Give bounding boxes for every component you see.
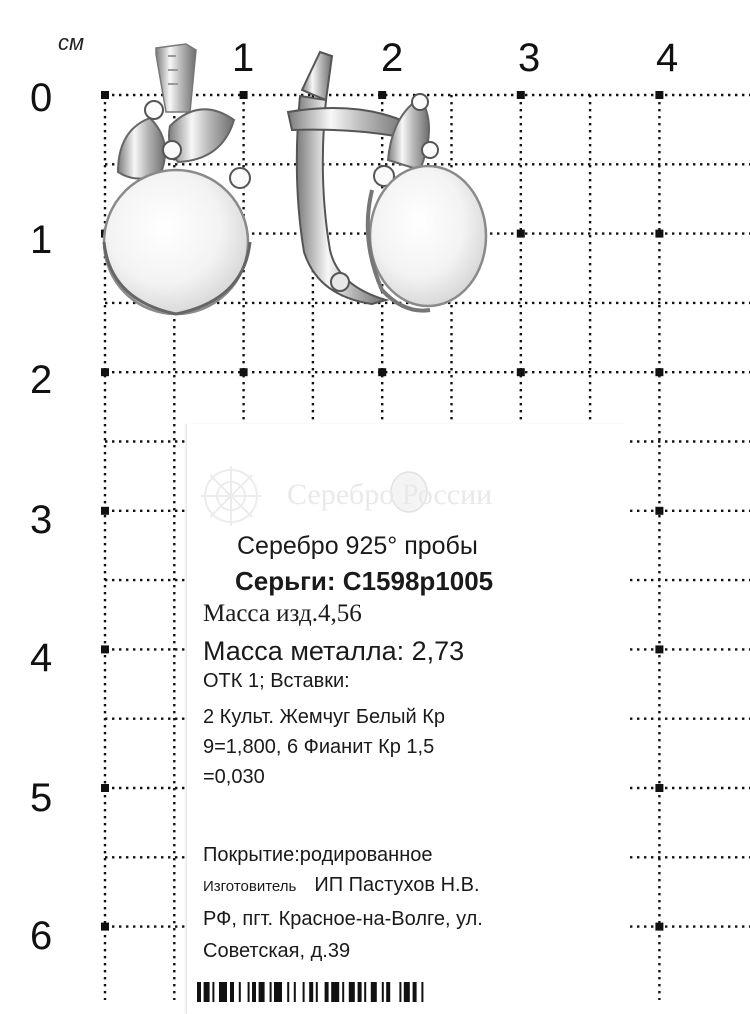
barcode-bar [399,982,401,1002]
address-line-2: Советская, д.39 [203,940,351,962]
barcode-bar [386,982,390,1002]
barcode-bar [259,982,265,1002]
y-axis-label-5: 5 [30,776,53,820]
maker-name: ИП Пастухов Н.В. [314,874,480,896]
y-axis-label-3: 3 [30,498,53,542]
barcode-bar [274,982,282,1002]
barcode-bar [413,982,417,1002]
maker-label: Изготовитель [203,878,297,895]
metal-line: Серебро 925° пробы [237,532,478,560]
y-axis-label-2: 2 [30,358,53,402]
barcode-bar [331,982,339,1002]
y-axis-label-6: 6 [30,914,53,958]
barcode-bar [309,982,313,1002]
barcode [197,982,637,1002]
x-axis-label-3: 3 [518,36,541,80]
barcode-bar [371,982,377,1002]
y-axis-label-1: 1 [30,218,53,262]
barcode-bar [303,982,305,1002]
barcode-bar [349,982,355,1002]
barcode-bar [239,982,241,1002]
barcode-bar [364,982,366,1002]
article-line: Серьги: С1598р1005 [235,566,494,596]
inserts-line: ОТК 1; Вставки: [203,670,350,692]
barcode-bar [252,982,256,1002]
barcode-bar [342,982,344,1002]
x-axis-label-2: 2 [381,36,404,80]
right-earring-side [288,52,486,311]
barcode-bar [325,982,329,1002]
barcode-bar [287,982,289,1002]
barcode-bar [294,982,296,1002]
description-line-1: 2 Культ. Жемчуг Белый Кр [203,706,445,728]
barcode-bar [219,982,227,1002]
barcode-bar [270,982,272,1002]
brand-watermark-text: Серебро России [287,478,493,511]
barcode-bar [421,982,423,1002]
description-line-3: =0,030 [203,766,265,788]
price-tag [186,424,627,1014]
barcode-bar [212,982,214,1002]
barcode-bar [230,982,234,1002]
barcode-bar [204,982,210,1002]
maker-line [203,874,480,897]
item-mass-line: Масса изд.4,56 [203,600,362,627]
barcode-bar [358,982,362,1002]
barcode-bar [248,982,250,1002]
ruler-unit-label: см [58,30,85,55]
coating-line: Покрытие:родированное [203,844,433,866]
barcode-bar [404,982,410,1002]
metal-mass-line: Масса металла: 2,73 [203,636,465,666]
address-line-1: РФ, пгт. Красное-на-Волге, ул. [203,908,483,930]
x-axis-label-1: 1 [232,36,255,80]
y-axis-label-4: 4 [30,636,53,680]
barcode-bar [382,982,384,1002]
barcode-bar [197,982,201,1002]
y-axis-label-0: 0 [30,76,53,120]
left-earring-front [104,44,250,314]
x-axis-label-4: 4 [656,36,679,80]
description-line-2: 9=1,800, 6 Фианит Кр 1,5 [203,736,435,758]
barcode-bar [316,982,318,1002]
